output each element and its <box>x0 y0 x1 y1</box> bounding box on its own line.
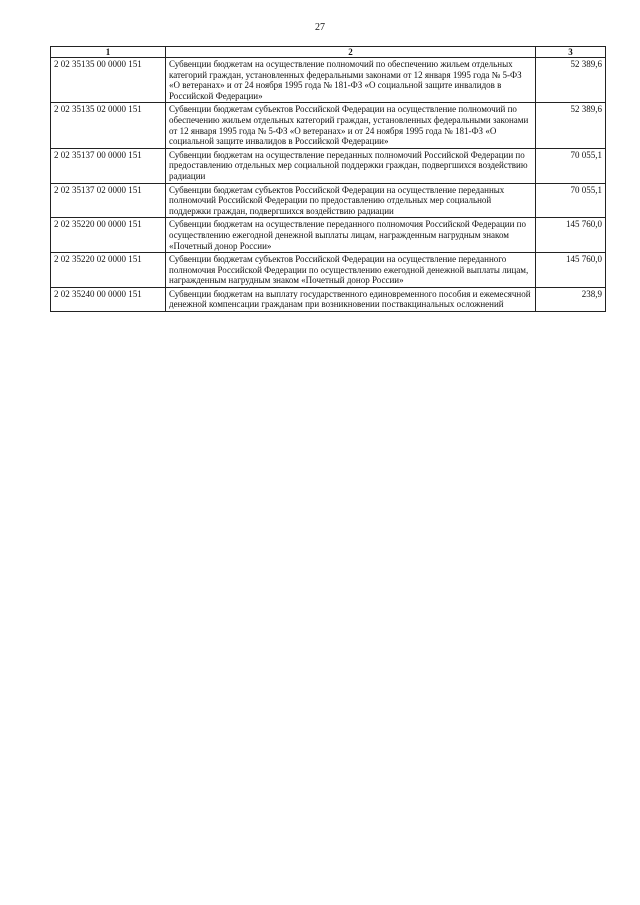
revenue-name-cell: Субвенции бюджетам субъектов Российской Федерации на осуществление переданного полномочия Российской Федерации по осуществлению ежегодной денежной выплаты лицам, награжденным нагрудным знаком «Почетный донор России» <box>166 253 536 288</box>
amount-cell: 145 760,0 <box>536 218 606 253</box>
budget-code-cell: 2 02 35137 02 0000 151 <box>51 183 166 218</box>
amount-cell: 70 055,1 <box>536 183 606 218</box>
budget-code-cell: 2 02 35240 00 0000 151 <box>51 287 166 311</box>
budget-table <box>50 46 606 312</box>
revenue-name-cell: Субвенции бюджетам на осуществление полномочий по обеспечению жильем отдельных категорий граждан, установленных федеральными законами от 12 января 1995 года № 5-ФЗ «О ветеранах» и от 24 ноября 1995 года № 181-ФЗ «О социальной защите инвалидов в Российской Федерации» <box>166 58 536 103</box>
revenue-name-cell: Субвенции бюджетам на осуществление переданных полномочий Российской Федерации по предоставлению отдельных мер социальной поддержки граждан, подвергшихся воздействию радиации <box>166 148 536 183</box>
table-row <box>51 287 606 311</box>
table-row <box>51 183 606 218</box>
amount-cell: 52 389,6 <box>536 58 606 103</box>
revenue-name-cell: Субвенции бюджетам на выплату государственного единовременного пособия и ежемесячной денежной компенсации гражданам при возникновении поствакцинальных осложнений <box>166 287 536 311</box>
revenue-name-cell: Субвенции бюджетам субъектов Российской Федерации на осуществление переданных полномочий Российской Федерации по предоставлению отдельных мер социальной поддержки граждан, подвергшихся воздействию радиации <box>166 183 536 218</box>
amount-cell: 52 389,6 <box>536 103 606 148</box>
budget-code-cell: 2 02 35135 00 0000 151 <box>51 58 166 103</box>
budget-code-cell: 2 02 35137 00 0000 151 <box>51 148 166 183</box>
amount-cell: 238,9 <box>536 287 606 311</box>
revenue-name-cell: Субвенции бюджетам на осуществление переданного полномочия Российской Федерации по осуществлению ежегодной денежной выплаты лицам, награжденным нагрудным знаком «Почетный донор России» <box>166 218 536 253</box>
revenue-name-cell: Субвенции бюджетам субъектов Российской Федерации на осуществление полномочий по обеспечению жильем отдельных категорий граждан, установленных федеральными законами от 12 января 1995 года № 5-ФЗ «О ветеранах» и от 24 ноября 1995 года № 181-ФЗ «О социальной защите инвалидов в Российской Федерации» <box>166 103 536 148</box>
table-row <box>51 148 606 183</box>
table-row <box>51 103 606 148</box>
table-row <box>51 218 606 253</box>
budget-code-cell: 2 02 35220 02 0000 151 <box>51 253 166 288</box>
page-number: 27 <box>315 22 325 33</box>
budget-code-cell: 2 02 35135 02 0000 151 <box>51 103 166 148</box>
table-header-row <box>51 47 606 58</box>
column-header-amount: 3 <box>536 47 606 58</box>
column-header-code: 1 <box>51 47 166 58</box>
column-header-name: 2 <box>166 47 536 58</box>
budget-code-cell: 2 02 35220 00 0000 151 <box>51 218 166 253</box>
table-row <box>51 253 606 288</box>
amount-cell: 145 760,0 <box>536 253 606 288</box>
table-row <box>51 58 606 103</box>
amount-cell: 70 055,1 <box>536 148 606 183</box>
